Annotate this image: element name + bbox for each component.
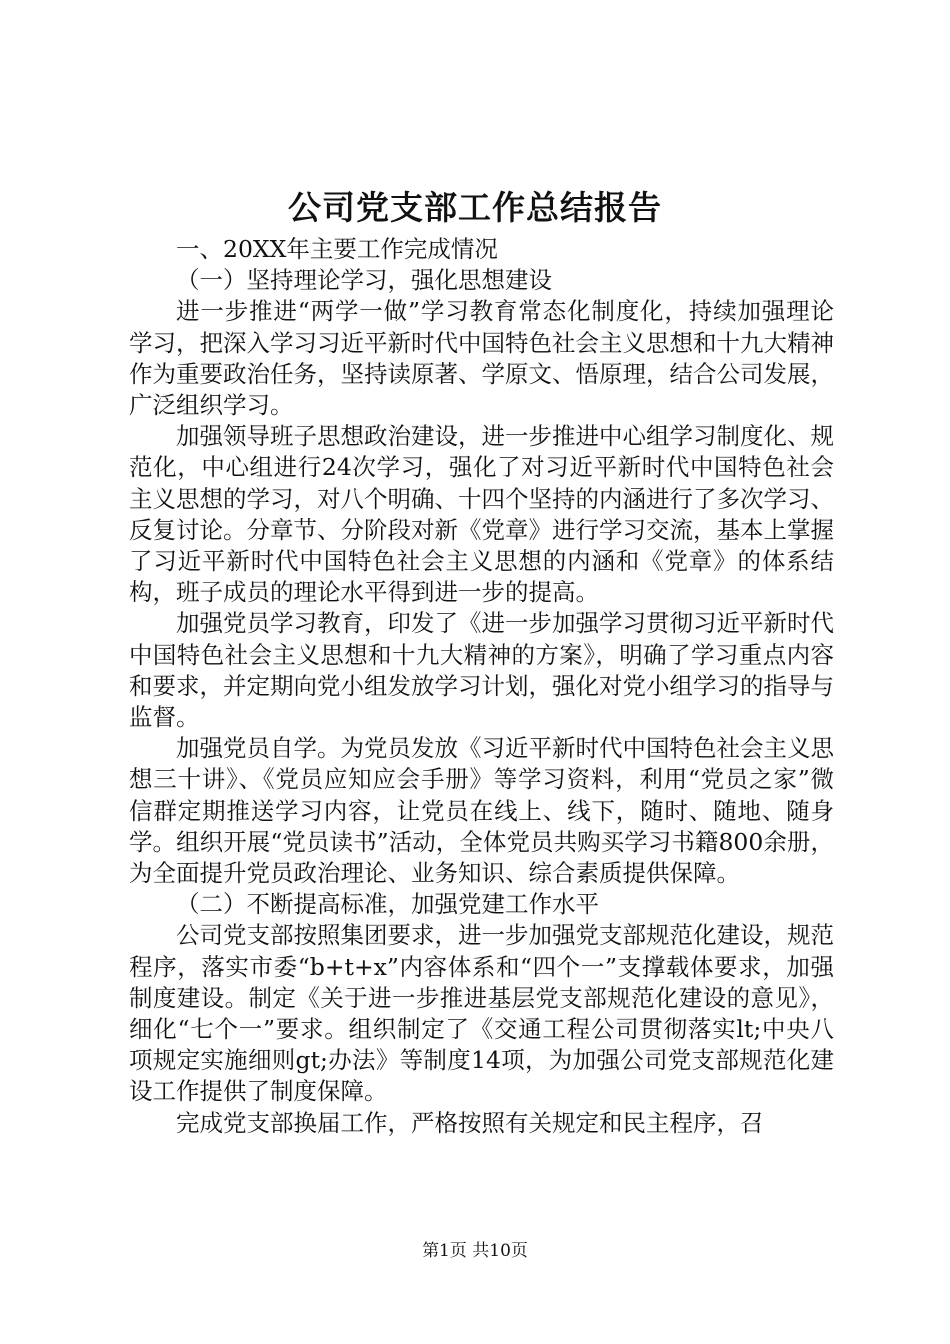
paragraph: 加强党员自学。为党员发放《习近平新时代中国特色社会主义思想三十讲》、《党员应知应会手册》等学习资料，利用“党员之家”微信群定期推送学习内容，让党员在线上、线下，随时、随地、随身学。组织开展“党员读书”活动，全体党员共购买学习书籍800余册，为全面提升党员政治理论、业务知识、综合素质提供保障。 bbox=[129, 734, 834, 888]
document-title: 公司党支部工作总结报告 bbox=[288, 188, 662, 227]
section-heading-1: （一）坚持理论学习，强化思想建设 bbox=[176, 266, 552, 295]
paragraph: 加强领导班子思想政治建设，进一步推进中心组学习制度化、规范化，中心组进行24次学习，强化了对习近平新时代中国特色社会主义思想的学习，对八个明确、十四个坚持的内涵进行了多次学习、反复讨论。分章节、分阶段对新《党章》进行学习交流，基本上掌握了习近平新时代中国特色社会主义思想的内涵和《党章》的体系结构，班子成员的理论水平得到进一步的提高。 bbox=[129, 422, 834, 607]
paragraph: 公司党支部按照集团要求，进一步加强党支部规范化建设，规范程序，落实市委“b+t+x”内容体系和“四个一”支撑载体要求，加强制度建设。制定《关于进一步推进基层党支部规范化建设的意见》，细化“七个一”要求。组织制定了《交通工程公司贯彻落实lt;中央八项规定实施细则gt;办法》等制度14项，为加强公司党支部规范化建设工作提供了制度保障。 bbox=[129, 921, 834, 1106]
paragraph: 完成党支部换届工作，严格按照有关规定和民主程序，召 bbox=[176, 1108, 764, 1137]
page-footer: 第1页 共10页 bbox=[422, 1241, 528, 1261]
section-heading-main: 一、20XX年主要工作完成情况 bbox=[176, 235, 498, 263]
document-body bbox=[129, 234, 834, 1139]
section-heading-2: （二）不断提高标准，加强党建工作水平 bbox=[176, 890, 599, 919]
paragraph: 进一步推进“两学一做”学习教育常态化制度化，持续加强理论学习，把深入学习习近平新时代中国特色社会主义思想和十九大精神作为重要政治任务，坚持读原著、学原文、悟原理，结合公司发展，广泛组织学习。 bbox=[129, 297, 834, 420]
paragraph: 加强党员学习教育，印发了《进一步加强学习贯彻习近平新时代中国特色社会主义思想和十九大精神的方案》，明确了学习重点内容和要求，并定期向党小组发放学习计划，强化对党小组学习的指导与监督。 bbox=[129, 609, 834, 732]
